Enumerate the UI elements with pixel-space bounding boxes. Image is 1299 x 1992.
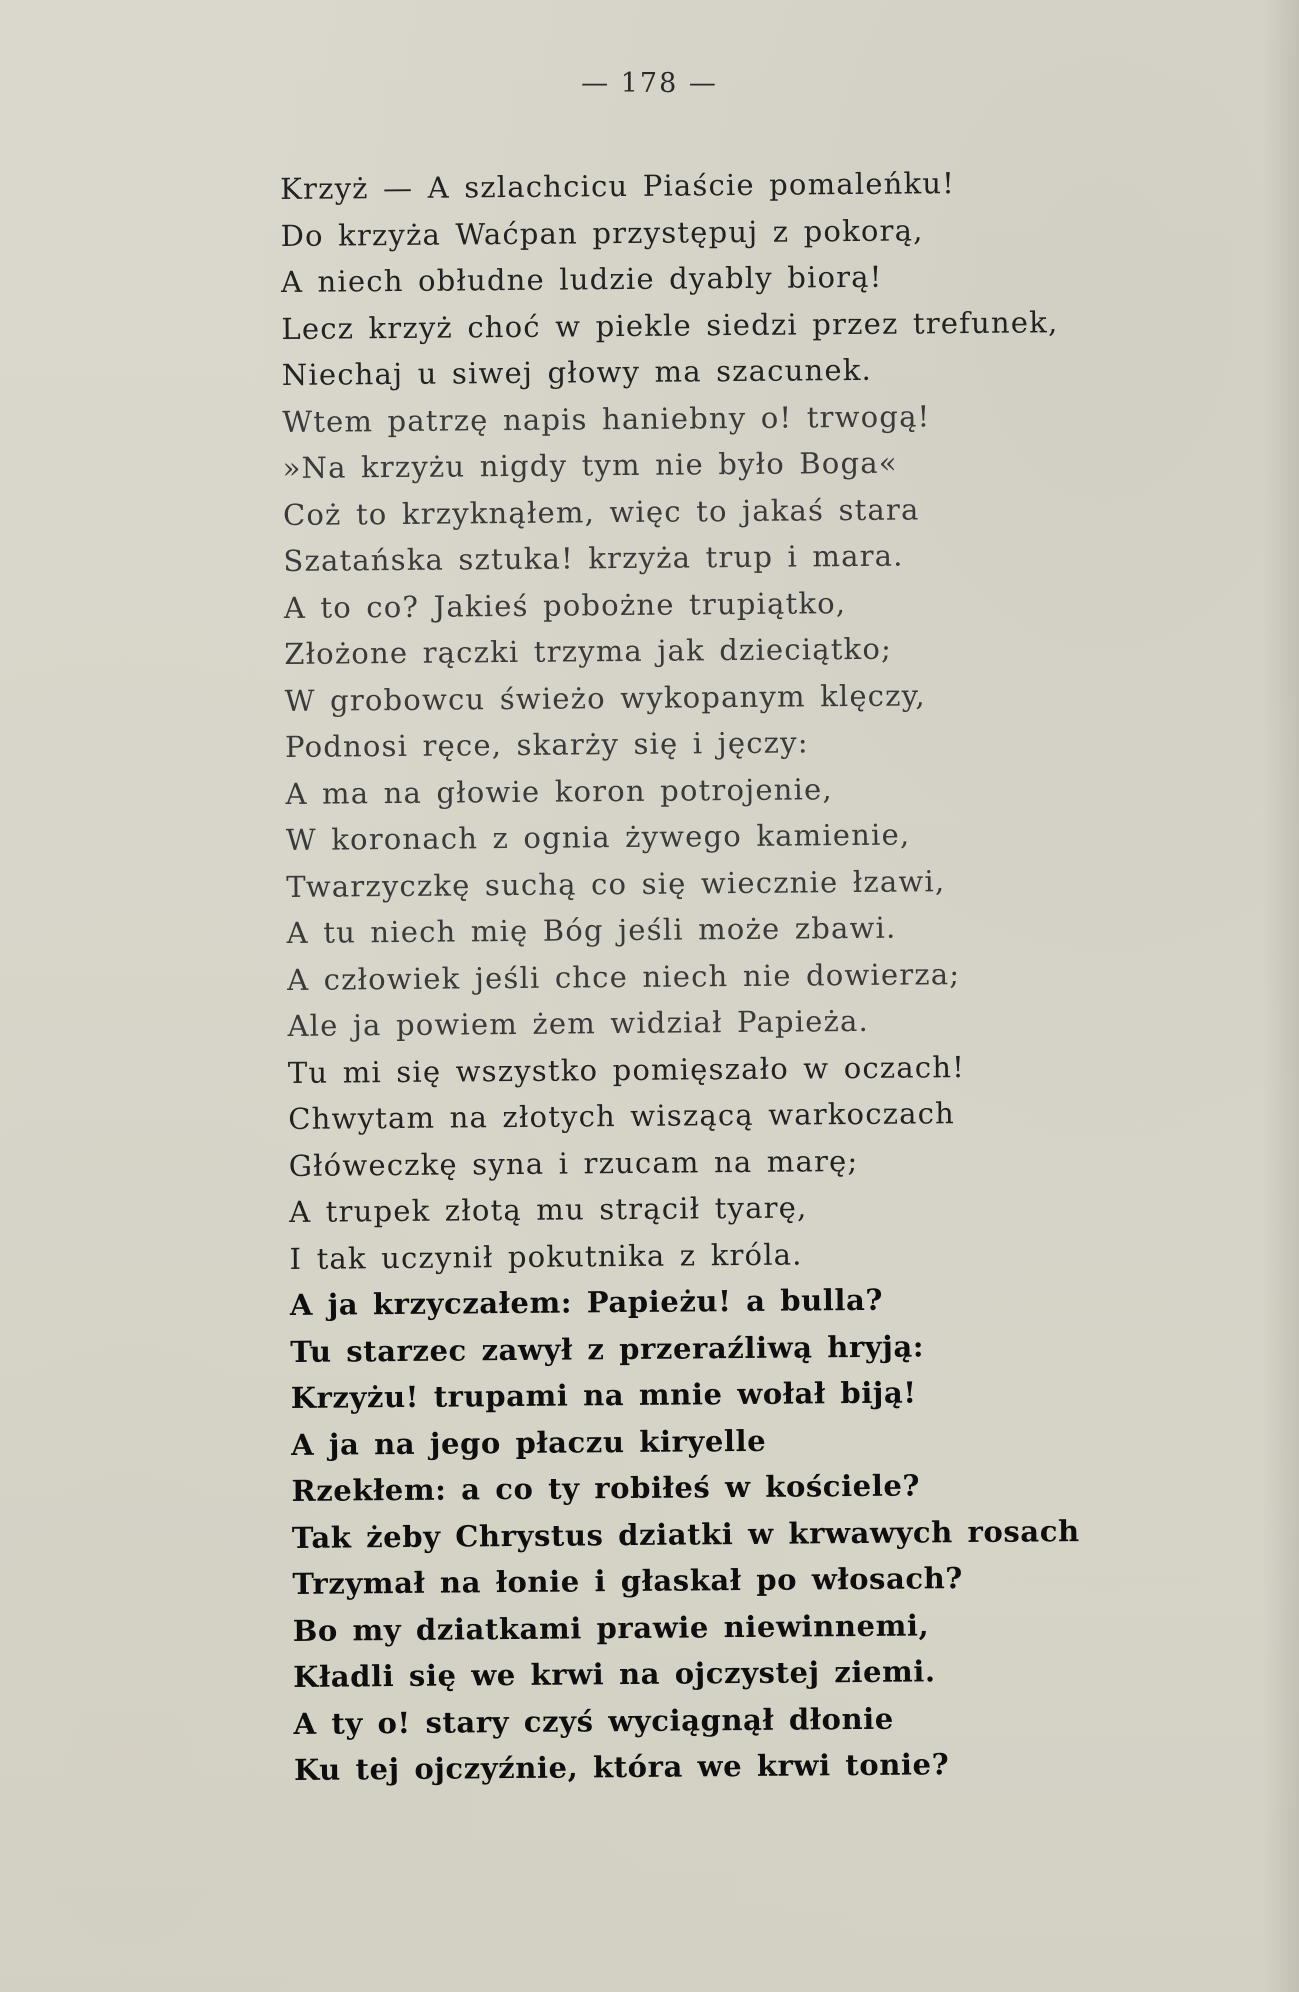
poem-line: Coż to krzyknąłem, więc to jakaś stara [282, 491, 920, 532]
poem-line: Wtem patrzę napis haniebny o! trwogą! [282, 398, 931, 439]
poem-line: Podnosi ręce, skarży się i jęczy: [284, 725, 809, 764]
poem-line: A ma na głowie koron potrojenie, [285, 771, 834, 811]
poem-line: A tu niech mię Bóg jeśli może zbawi. [286, 910, 897, 950]
poem-line: Kładli się we krwi na ojczystej ziemi. [293, 1654, 936, 1694]
poem-line: Krzyż — A szlachcicu Piaście pomaleńku! [280, 166, 956, 206]
poem-line: Złożone rączki trzyma jak dzieciątko; [284, 631, 893, 671]
poem-line: A ja krzyczałem: Papieżu! a bulla? [289, 1282, 884, 1322]
poem-line: A to co? Jakieś pobożne trupiątko, [283, 585, 847, 625]
poem-line: »Na krzyżu nigdy tym nie było Boga« [282, 445, 898, 485]
poem-line: Do krzyża Waćpan przystępuj z pokorą, [280, 212, 924, 253]
poem-line: Trzymał na łonie i głaskał po włosach? [292, 1561, 964, 1601]
page-number: — 178 — [581, 68, 718, 99]
poem-line: A trupek złotą mu strącił tyarę, [288, 1190, 808, 1229]
poem-line: Twarzyczkę suchą co się wiecznie łzawi, [286, 863, 946, 904]
poem-line: Niechaj u siwej głowy ma szacunek. [281, 352, 873, 392]
poem-line: W grobowcu świeżo wykopanym klęczy, [284, 677, 926, 718]
poem-line: A ja na jego płaczu kiryelle [291, 1423, 767, 1462]
poem-line: W koronach z ognia żywego kamienie, [285, 817, 911, 857]
poem-line: Szatańska sztuka! krzyża trup i mara. [283, 538, 904, 578]
poem-line: Krzyżu! trupami na mnie wołał biją! [290, 1375, 917, 1415]
poem-line: Tak żeby Chrystus dziatki w krwawych rosach [291, 1513, 1080, 1555]
poem-line: A ty o! stary czyś wyciągnął dłonie [293, 1701, 894, 1741]
poem-line: A niech obłudne ludzie dyably biorą! [280, 259, 883, 299]
poem-line: Tu mi się wszystko pomięszało w oczach! [287, 1049, 966, 1090]
poem-line: Chwytam na złotych wiszącą warkoczach [288, 1096, 956, 1136]
poem-line: A człowiek jeśli chce niech nie dowierza; [286, 956, 961, 997]
poem-line: Tu starzec zawył z przeraźliwą hryją: [290, 1328, 925, 1369]
poem-line: Rzekłem: a co ty robiłeś w kościele? [291, 1468, 921, 1508]
page-edge-shadow [1263, 0, 1299, 1992]
poem-line: I tak uczynił pokutnika z króla. [289, 1236, 803, 1276]
poem-line: Ku tej ojczyźnie, która we krwi tonie? [293, 1747, 950, 1787]
poem-line: Lecz krzyż choć w piekle siedzi przez trefunek, [281, 304, 1059, 346]
poem-line: Główeczkę syna i rzucam na marę; [288, 1143, 859, 1183]
poem-text [280, 158, 1254, 1794]
poem-line: Ale ja powiem żem widział Papieża. [287, 1003, 870, 1043]
poem-line: Bo my dziatkami prawie niewinnemi, [292, 1607, 930, 1648]
